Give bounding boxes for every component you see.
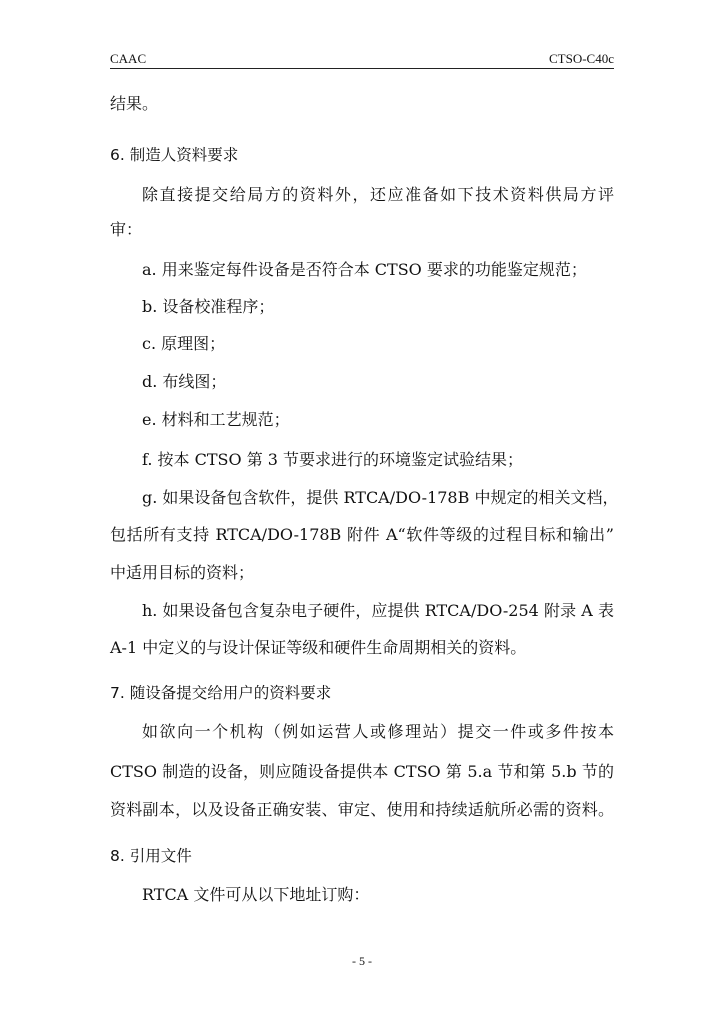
header-org: CAAC [110, 51, 147, 66]
list-item-g-continued: 中适用目标的资料； [110, 563, 255, 582]
paragraph-line: CTSO 制造的设备，则应随设备提供本 CTSO 第 5.a 节和第 5.b 节的 [110, 762, 614, 781]
paragraph-line: RTCA 文件可从以下地址订购： [142, 885, 370, 904]
page-header [110, 51, 614, 69]
list-item-e: e. 材料和工艺规范； [142, 410, 290, 429]
paragraph-line: 如欲向一个机构（例如运营人或修理站）提交一件或多件按本 [142, 722, 614, 741]
list-item-d: d. 布线图； [142, 372, 227, 391]
page-number: - 5 - [352, 954, 372, 968]
list-item-f: f. 按本 CTSO 第 3 节要求进行的环境鉴定试验结果； [142, 450, 524, 469]
list-item-h-continued: A-1 中定义的与设计保证等级和硬件生命周期相关的资料。 [110, 638, 527, 657]
paragraph-line: 资料副本，以及设备正确安装、审定、使用和持续适航所必需的资料。 [110, 800, 614, 819]
paragraph-line: 结果。 [110, 94, 159, 113]
section-heading-8: 8. 引用文件 [110, 847, 192, 865]
list-item-h: h. 如果设备包含复杂电子硬件，应提供 RTCA/DO-254 附录 A 表 [142, 601, 614, 620]
list-item-a: a. 用来鉴定每件设备是否符合本 CTSO 要求的功能鉴定规范； [142, 260, 587, 279]
list-item-g-continued: 包括所有支持 RTCA/DO-178B 附件 A“软件等级的过程目标和输出” [110, 525, 614, 544]
header-doc-number: CTSO-C40c [549, 51, 614, 66]
section-heading-6: 6. 制造人资料要求 [110, 146, 239, 164]
list-item-b: b. 设备校准程序； [142, 297, 275, 316]
section-heading-7: 7. 随设备提交给用户的资料要求 [110, 684, 332, 702]
list-item-g: g. 如果设备包含软件，提供 RTCA/DO-178B 中规定的相关文档， [142, 488, 619, 507]
paragraph-line: 除直接提交给局方的资料外，还应准备如下技术资料供局方评 [142, 185, 614, 204]
list-item-c: c. 原理图； [142, 334, 226, 353]
paragraph-line: 审： [110, 220, 143, 239]
